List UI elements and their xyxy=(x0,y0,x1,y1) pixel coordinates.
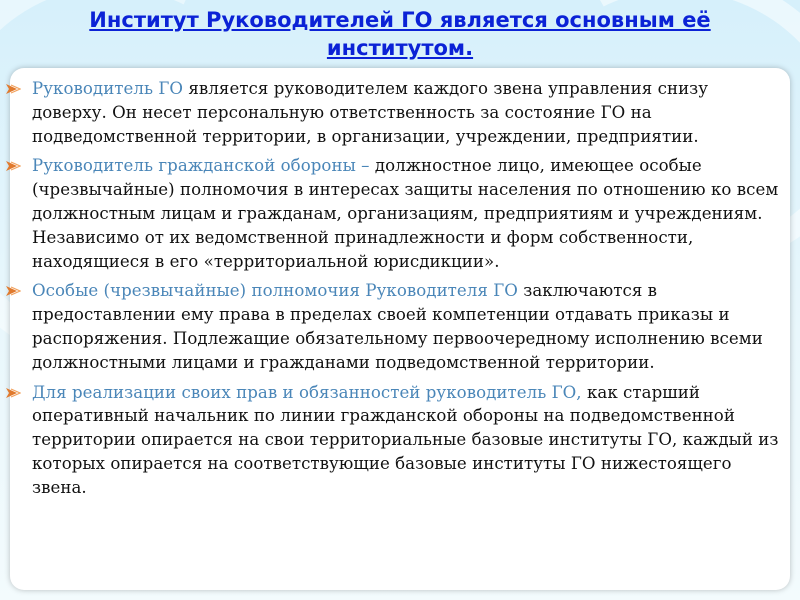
bullet-text: как старший оперативный начальник по линии гражданской обороны на подведомственной территории опирается на свои территориальные базовые институты ГО, каждый из которых опирается на соответствующие базовые институты ГО нижестоящего звена. xyxy=(32,382,779,497)
slide-title-line1: Институт Руководителей ГО является основным её xyxy=(89,8,711,32)
bullet-text: является руководителем каждого звена управления снизу доверху. Он несет персональную ответственность за состояние ГО на подведомственной территории, в организации, учреждении, предприятии. xyxy=(32,79,709,146)
slide-title xyxy=(40,6,760,62)
bullet-item xyxy=(32,279,788,374)
bullet-item xyxy=(32,381,788,500)
bullet-highlight: Руководитель ГО xyxy=(32,79,184,98)
bullet-text: должностное лицо, имеющее особые (чрезвычайные) полномочия в интересах защиты населения по отношению ко всем должностным лицам и гражданам, организациям, предприятиям и учреждениям. Независимо от их ведомственной принадлежности и форм собственности, находящиеся в его «территориальной юрисдикции». xyxy=(32,156,779,271)
arrow-bullet-icon xyxy=(5,284,21,298)
bullet-highlight: Для реализации своих прав и обязанностей руководитель ГО, xyxy=(32,382,582,402)
slide-title-line2: институтом. xyxy=(326,36,474,60)
bullet-item xyxy=(32,77,788,148)
bullet-highlight: Особые (чрезвычайные) полномочия Руководителя ГО xyxy=(32,281,518,301)
bullet-highlight: Руководитель гражданской обороны – xyxy=(32,156,370,176)
arrow-bullet-icon xyxy=(5,386,21,400)
arrow-bullet-icon xyxy=(5,159,21,173)
bullet-list xyxy=(32,77,788,506)
bullet-item xyxy=(32,154,788,273)
bullet-text: заключаются в предоставлении ему права в пределах своей компетенции отдавать приказы и распоряжения. Подлежащие обязательному первоочередному исполнению всеми должностными лицами и гражданами подведомственной территории. xyxy=(32,281,763,372)
arrow-bullet-icon xyxy=(5,82,21,96)
